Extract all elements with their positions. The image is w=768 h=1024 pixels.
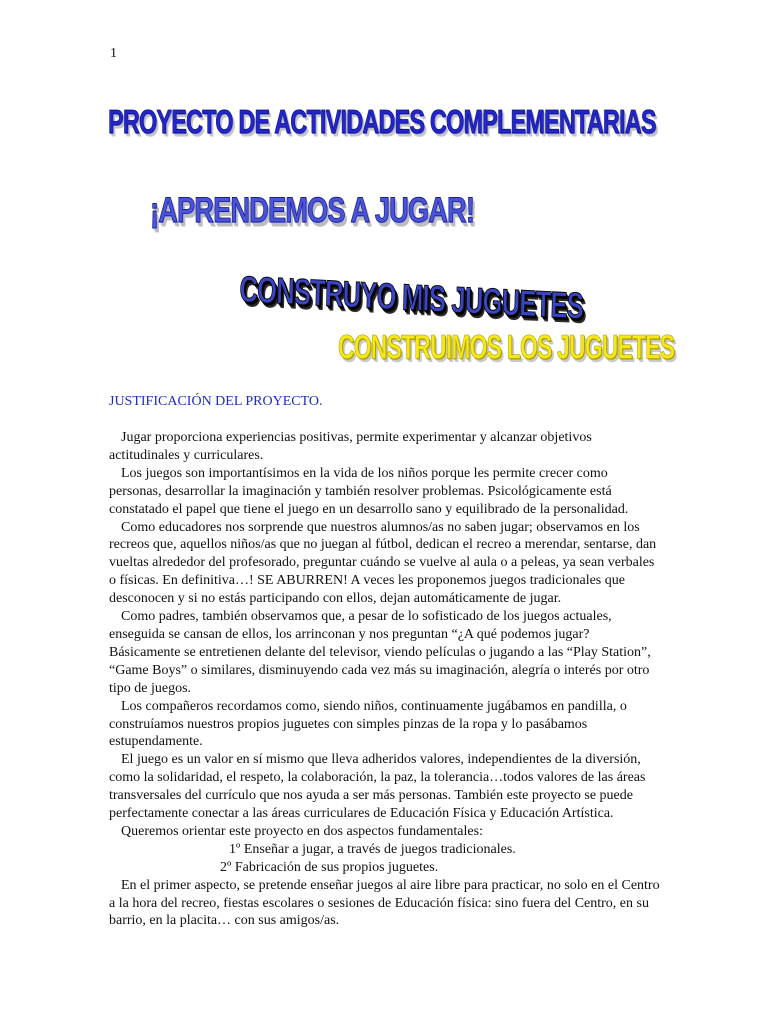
- paragraph: Queremos orientar este proyecto en dos aspectos fundamentales:: [121, 823, 483, 839]
- paragraph: Como padres, también observamos que, a pesar de lo sofisticado de los juegos actuales, enseguida se cansan de ellos, los arrinconan y nos preguntan “¿A qué podemos jugar? Básicamente se entretienen delante del televisor, viendo películas o jugando a las “Play Station”, “Game Boys” o similares, disminuyendo cada vez más su imaginación, alegría o interés por otro tipo de juegos.: [109, 609, 651, 696]
- page-number: 1: [110, 46, 117, 61]
- paragraph: Los compañeros recordamos como, siendo niños, continuamente jugábamos en pandilla, o construíamos nuestros propios juguetes con simples pinzas de la ropa y lo pasábamos estupendamente.: [109, 698, 627, 750]
- wordart-construimos: CONSTRUIMOS LOS JUGUETES: [338, 328, 675, 366]
- section-heading: JUSTIFICACIÓN DEL PROYECTO.: [109, 394, 323, 409]
- list-item: 2º Fabricación de sus propios juguetes.: [220, 859, 439, 875]
- paragraph: El juego es un valor en sí mismo que lleva adheridos valores, independientes de la diversión, como la solidaridad, el respeto, la colaboración, la paz, la tolerancia…todos valores de las áreas transversales del currículo que nos ayuda a ser más personas. También este proyecto se puede perfectamente conectar a las áreas curriculares de Educación Física y Educación Artística.: [109, 752, 646, 822]
- wordart-project-title: PROYECTO DE ACTIVIDADES COMPLEMENTARIAS: [108, 104, 656, 141]
- wordart-construyo: CONSTRUYO MIS JUGUETES: [238, 268, 584, 327]
- paragraph: Como educadores nos sorprende que nuestros alumnos/as no saben jugar; observamos en los recreos que, aquellos niños/as que no juegan al fútbol, dedican el recreo a merendar, sentarse, dan vueltas alrededor del profesorado, preguntar cuándo se vuelve al aula o a peleas, ya sean verbales o físicas. En definitiva…! SE ABURREN! A veces les proponemos juegos tradicionales que desconocen y si no estás participando con ellos, dejan automáticamente de jugar.: [109, 519, 657, 607]
- paragraph: En el primer aspecto, se pretende enseñar juegos al aire libre para practicar, no solo en el Centro a la hora del recreo, fiestas escolares o sesiones de Educación física: sino fuera del Centro, en su barrio, en la placita… con sus amigos/as.: [109, 877, 660, 929]
- list-item: 1º Enseñar a jugar, a través de juegos tradicionales.: [229, 841, 516, 857]
- body-text: [109, 429, 661, 930]
- wordart-aprendemos: ¡APRENDEMOS A JUGAR!: [150, 190, 475, 230]
- paragraph: Jugar proporciona experiencias positivas, permite experimentar y alcanzar objetivos actitudinales y curriculares.: [109, 430, 592, 463]
- paragraph: Los juegos son importantísimos en la vida de los niños porque les permite crecer como personas, desarrollar la imaginación y también resolver problemas. Psicológicamente está constatado el papel que tiene el juego en un desarrollo sano y equilibrado de la personalidad.: [109, 465, 629, 517]
